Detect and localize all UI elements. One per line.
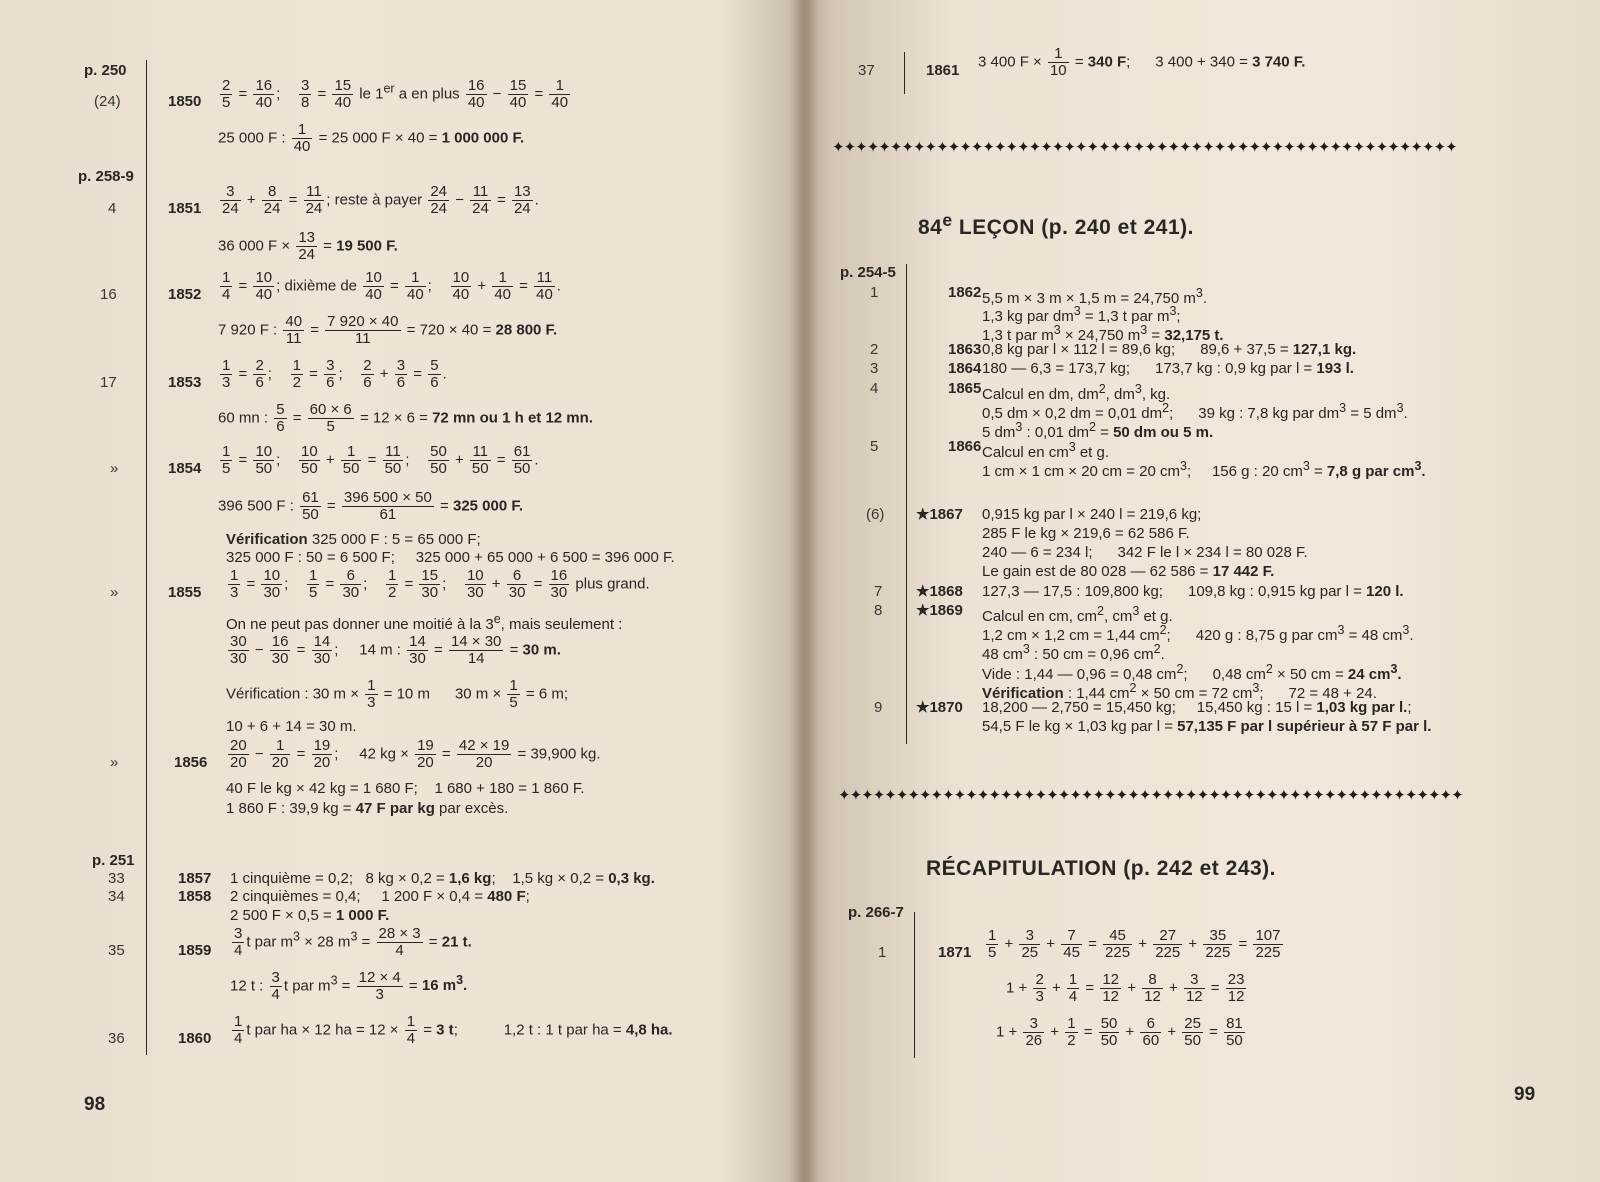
- solution-line: $\frac{3}{24}$ + $\frac{8}{24}$ = $\frac{11}{24}$ ; reste à payer $\frac{24}{24}$ − $\frac{11}{24}$ = $\frac{13}{24}$ .: [222, 183, 539, 217]
- solution-line: 25 000 F : $\frac{1}{40}$ = 25 000 F × 40 = 1 000 000 F.: [218, 121, 525, 155]
- fraction: $\frac{50}{50}$: [430, 443, 447, 477]
- solution-line: 2 500 F × 0,5 = 1 000 F.: [230, 907, 390, 924]
- fraction: $\frac{1}{4}$: [406, 1013, 416, 1047]
- fraction: $\frac{1}{20}$: [271, 737, 289, 771]
- margin-note: 5: [870, 438, 879, 455]
- fraction: $\frac{1}{4}$: [222, 269, 231, 303]
- star-divider-top: ✦✦✦✦✦✦✦✦✦✦✦✦✦✦✦✦✦✦✦✦✦✦✦✦✦✦✦✦✦✦✦✦✦✦✦✦✦✦✦✦✦✦✦✦✦✦✦✦✦✦✦✦✦✦: [832, 139, 1457, 156]
- section-title-84e-lecon: 84e LEÇON (p. 240 et 241).: [918, 210, 1194, 239]
- fraction: $\frac{1}{40}$: [406, 269, 424, 303]
- rule-1861: [904, 52, 905, 94]
- page-reference: p. 254-5: [840, 264, 896, 281]
- fraction: $\frac{13}{24}$: [298, 229, 315, 263]
- page-reference: p. 258-9: [78, 168, 134, 185]
- fraction: $\frac{10}{30}$: [263, 567, 281, 601]
- fraction: $\frac{6}{30}$: [508, 567, 526, 601]
- exercise-number: 1858: [178, 888, 212, 905]
- solution-line: $\frac{1}{4}$ = $\frac{10}{40}$ ; dixième de $\frac{10}{40}$ = $\frac{1}{40}$ ; $\frac{10}{40}$ + $\frac{1}{40}$ = $\frac{11}{40}$ .: [222, 269, 561, 303]
- fraction: $\frac{1}{5}$: [308, 567, 318, 601]
- solution-line: 1 + $\frac{3}{26}$ + $\frac{1}{2}$ = $\frac{50}{50}$ + $\frac{6}{60}$ + $\frac{25}{50}$ = $\frac{81}{50}$: [996, 1015, 1243, 1049]
- fraction: $\frac{19}{20}$: [313, 737, 331, 771]
- solution-line: 1,3 t par $m^3 \times 24,750$ $m^3 = 32,175$ t.: [982, 323, 1224, 344]
- fraction: $\frac{10}{50}$: [255, 443, 273, 477]
- fraction: $\frac{1}{5}$: [222, 443, 231, 477]
- solution-line: $\frac{1}{3}$ = $\frac{10}{30}$ ; $\frac{1}{5}$ = $\frac{6}{30}$ ; $\frac{1}{2}$ = $\frac{15}{30}$ ; $\frac{10}{30}$ + $\frac{6}{30}$ = $\frac{16}{30}$ plus grand.: [230, 567, 650, 601]
- fraction: $\frac{11}{50}$: [471, 443, 489, 477]
- fraction: $\frac{25}{50}$: [1184, 1015, 1201, 1049]
- fraction: $\frac{1}{4}$: [234, 1013, 243, 1047]
- solution-line: Vérification 325 000 F : 5 = 65 000 F;: [226, 531, 481, 548]
- fraction: $\frac{1}{4}$: [1068, 971, 1078, 1005]
- margin-note: 35: [108, 942, 125, 959]
- fraction: $\frac{11}{24}$: [305, 183, 323, 217]
- fraction: $\frac{16}{30}$: [550, 567, 568, 601]
- margin-note: 2: [870, 341, 879, 358]
- solution-line: Calcul en $cm^3$ et g.: [982, 440, 1110, 461]
- solution-line: 0,8 kg par l × 112 l = 89,6 kg; 89,6 + 37,5 = 127,1 kg.: [982, 341, 1357, 358]
- margin-note: 33: [108, 870, 125, 887]
- exercise-number: 1866: [948, 438, 982, 455]
- fraction: $\frac{20}{20}$: [230, 737, 247, 771]
- margin-note: 8: [874, 602, 883, 619]
- margin-note: 7: [874, 583, 883, 600]
- fraction: $\frac{5}{6}$: [430, 357, 439, 391]
- fraction: $\frac{10}{50}$: [300, 443, 318, 477]
- exercise-number: 1855: [168, 584, 202, 601]
- fraction: $\frac{6}{60}$: [1142, 1015, 1160, 1049]
- fraction: $\frac{11}{24}$: [472, 183, 489, 217]
- solution-line: $\frac{30}{30}$ − $\frac{16}{30}$ = $\frac{14}{30}$ ; 14 m : $\frac{14}{30}$ = $\frac{14 \times 30}{14}$ = 30 m.: [230, 633, 561, 667]
- margin-note: 17: [100, 374, 117, 391]
- solution-line: 60 mn : $\frac{5}{6}$ = $\frac{60 \times 6}{5}$ = 12 × 6 = 72 mn ou 1 h et 12 mn.: [218, 401, 593, 435]
- margin-note: »: [110, 754, 119, 771]
- solution-line: 240 — 6 = 234 l; 342 F le l × 234 l = 80 028 F.: [982, 544, 1308, 561]
- solution-line: 1,3 kg par $dm^3 = 1,3$ t par $m^3$;: [982, 304, 1181, 325]
- page-reference: p. 251: [92, 852, 135, 869]
- solution-line: 40 F le kg × 42 kg = 1 680 F; 1 680 + 180 = 1 860 F.: [226, 780, 585, 797]
- fraction: $\frac{81}{50}$: [1226, 1015, 1243, 1049]
- fraction: $\frac{3}{24}$: [222, 183, 239, 217]
- fraction: $\frac{16}{40}$: [255, 77, 273, 111]
- solution-line: $\frac{1}{5}$ + $\frac{3}{25}$ + $\frac{7}{45}$ = $\frac{45}{225}$ + $\frac{27}{225}$ + $\frac{35}{225}$ = $\frac{107}{225}$: [988, 927, 1281, 961]
- exercise-number: 1871: [938, 944, 972, 961]
- fraction: $\frac{42 \times 19}{20}$: [458, 737, 510, 771]
- margin-note: 37: [858, 62, 875, 79]
- page-reference: p. 266-7: [848, 904, 904, 921]
- fraction: $\frac{24}{24}$: [430, 183, 448, 217]
- fraction: $\frac{23}{12}$: [1227, 971, 1245, 1005]
- fraction: $\frac{35}{225}$: [1205, 927, 1231, 961]
- fraction: $\frac{40}{11}$: [285, 313, 303, 347]
- margin-note: 34: [108, 888, 125, 905]
- exercise-number: 1865: [948, 380, 982, 397]
- margin-note: 4: [870, 380, 879, 397]
- margin-note: 1: [870, 284, 879, 301]
- fraction: $\frac{45}{225}$: [1105, 927, 1131, 961]
- exercise-number: 1853: [168, 374, 202, 391]
- fraction: $\frac{1}{3}$: [367, 677, 376, 711]
- fraction: $\frac{1}{2}$: [1067, 1015, 1076, 1049]
- solution-line: Calcul en cm, $cm^2$, $cm^3$ et g.: [982, 604, 1173, 625]
- fraction: $\frac{10}{30}$: [466, 567, 484, 601]
- solution-line: $\frac{20}{20}$ − $\frac{1}{20}$ = $\frac{19}{20}$ ; 42 kg × $\frac{19}{20}$ = $\frac{42 \times 19}{20}$ = 39,900 kg.: [230, 737, 601, 771]
- fraction: $\frac{3}{4}$: [234, 925, 243, 959]
- solution-line: 1 cinquième = 0,2; 8 kg × 0,2 = 1,6 kg; 1,5 kg × 0,2 = 0,3 kg.: [230, 870, 655, 887]
- solution-line: Le gain est de 80 028 — 62 586 = 17 442 F.: [982, 563, 1275, 580]
- fraction: $\frac{11}{50}$: [384, 443, 402, 477]
- fraction: $\frac{1}{3}$: [230, 567, 239, 601]
- right-page: [808, 0, 1600, 1182]
- solution-line: $\frac{1}{4}$ t par ha × 12 ha = 12 × $\frac{1}{4}$ = 3 t; 1,2 t : 1 t par ha = 4,8 ha.: [234, 1013, 673, 1047]
- fraction: $\frac{8}{12}$: [1144, 971, 1161, 1005]
- exercise-number: 1862: [948, 284, 982, 301]
- exercise-number: 1851: [168, 200, 202, 217]
- fraction: $\frac{13}{24}$: [513, 183, 531, 217]
- margin-note: (24): [94, 93, 121, 110]
- fraction: $\frac{1}{3}$: [222, 357, 231, 391]
- solution-line: 54,5 F le kg × 1,03 kg par l = 57,135 F par l supérieur à 57 F par l.: [982, 718, 1432, 735]
- exercise-number: ★1868: [916, 583, 963, 600]
- fraction: $\frac{7}{45}$: [1063, 927, 1080, 961]
- fraction: $\frac{12 \times 4}{3}$: [358, 969, 401, 1003]
- solution-line: 1 cm × 1 cm × 20 cm = 20 $cm^3$; 156 g : 20 $cm^3 = 7,8$ g par $cm^3$.: [982, 459, 1426, 480]
- fraction: $\frac{2}{6}$: [255, 357, 264, 391]
- fraction: $\frac{10}{40}$: [452, 269, 470, 303]
- solution-line: 12 t : $\frac{3}{4}$ t par $m^3$ = $\frac{12 \times 4}{3}$ = 16 $m^3$.: [230, 969, 468, 1003]
- solution-line: 1 860 F : 39,9 kg = 47 F par kg par excès.: [226, 800, 509, 817]
- fraction: $\frac{1}{40}$: [494, 269, 511, 303]
- exercise-number: 1852: [168, 286, 202, 303]
- fraction: $\frac{50}{50}$: [1100, 1015, 1118, 1049]
- margin-note: 3: [870, 360, 879, 377]
- solution-line: 0,5 dm × 0,2 dm = 0,01 $dm^2$; 39 kg : 7,8 kg par $dm^3 = 5$ $dm^3$.: [982, 401, 1408, 422]
- fraction: $\frac{27}{225}$: [1155, 927, 1181, 961]
- fraction: $\frac{10}{40}$: [255, 269, 273, 303]
- fraction: $\frac{15}{40}$: [334, 77, 352, 111]
- fraction: $\frac{1}{2}$: [387, 567, 397, 601]
- fraction: $\frac{3}{4}$: [271, 969, 280, 1003]
- fraction: $\frac{107}{225}$: [1255, 927, 1281, 961]
- fraction: $\frac{8}{24}$: [263, 183, 281, 217]
- fraction: $\frac{11}{40}$: [536, 269, 553, 303]
- fraction: $\frac{15}{40}$: [509, 77, 527, 111]
- solution-line: Vide : 1,44 — 0,96 = 0,48 $cm^2$; 0,48 $cm^2 \times 50$ cm = 24 $cm^3$.: [982, 662, 1402, 683]
- fraction: $\frac{3}{26}$: [1025, 1015, 1043, 1049]
- fraction: $\frac{2}{5}$: [222, 77, 231, 111]
- exercise-number: 1860: [178, 1030, 212, 1047]
- fraction: $\frac{2}{3}$: [1035, 971, 1044, 1005]
- fraction: $\frac{2}{6}$: [363, 357, 372, 391]
- solution-line: $\frac{1}{5}$ = $\frac{10}{50}$ ; $\frac{10}{50}$ + $\frac{1}{50}$ = $\frac{11}{50}$ ; $\frac{50}{50}$ + $\frac{11}{50}$ = $\frac{61}{50}$ .: [222, 443, 539, 477]
- solution-line: $\frac{1}{3}$ = $\frac{2}{6}$ ; $\frac{1}{2}$ = $\frac{3}{6}$ ; $\frac{2}{6}$ + $\frac{3}{6}$ = $\frac{5}{6}$ .: [222, 357, 447, 391]
- solution-line: 127,3 — 17,5 : 109,800 kg; 109,8 kg : 0,915 kg par l = 120 l.: [982, 583, 1404, 600]
- solution-line: Calcul en dm, $dm^2$, $dm^3$, kg.: [982, 382, 1171, 403]
- fraction: $\frac{61}{50}$: [302, 489, 319, 523]
- right-margin-rule-1: [906, 264, 907, 744]
- fraction: $\frac{396 500 \times 50}{61}$: [343, 489, 432, 523]
- exercise-number: ★1870: [916, 699, 963, 716]
- exercise-number: ★1867: [916, 506, 963, 523]
- right-page-number: 99: [1514, 1084, 1536, 1105]
- solution-line: 36 000 F × $\frac{13}{24}$ = 19 500 F.: [218, 229, 398, 263]
- left-margin-rule: [146, 60, 147, 1055]
- fraction: $\frac{5}{6}$: [276, 401, 285, 435]
- solution-line: 5 $dm^3$ : 0,01 $dm^2 = 50$ dm ou 5 m.: [982, 420, 1214, 441]
- fraction: $\frac{3}{6}$: [396, 357, 406, 391]
- margin-note: 16: [100, 286, 117, 303]
- fraction: $\frac{16}{40}$: [467, 77, 485, 111]
- exercise-number: 1850: [168, 93, 202, 110]
- solution-line: 3 400 F × $\frac{1}{10}$ = 340 F; 3 400 + 340 = 3 740 F.: [978, 45, 1306, 79]
- margin-note: »: [110, 584, 119, 601]
- solution-line: On ne peut pas donner une moitié à la 3e, mais seulement :: [226, 612, 623, 633]
- exercise-number: 1861: [926, 62, 960, 79]
- fraction: $\frac{15}{30}$: [421, 567, 439, 601]
- margin-note: 9: [874, 699, 883, 716]
- solution-line: $\frac{2}{5}$ = $\frac{16}{40}$ ; $\frac{3}{8}$ = $\frac{15}{40}$ le 1er a en plus $\frac{16}{40}$ − $\frac{15}{40}$ = $\frac{1}{40}$: [222, 77, 569, 111]
- fraction: $\frac{28 \times 3}{4}$: [378, 925, 421, 959]
- left-page-number: 98: [84, 1094, 106, 1115]
- fraction: $\frac{30}{30}$: [230, 633, 247, 667]
- fraction: $\frac{1}{40}$: [293, 121, 311, 155]
- fraction: $\frac{14}{30}$: [313, 633, 331, 667]
- solution-line: 10 + 6 + 14 = 30 m.: [226, 718, 357, 735]
- page-reference: p. 250: [84, 62, 127, 79]
- exercise-number: 1854: [168, 460, 202, 477]
- exercise-number: ★1869: [916, 602, 963, 619]
- exercise-number: 1864: [948, 360, 982, 377]
- solution-line: 180 — 6,3 = 173,7 kg; 173,7 kg : 0,9 kg par l = 193 l.: [982, 360, 1354, 377]
- solution-line: 5,5 m × 3 m × 1,5 m = 24,750 $m^3$.: [982, 286, 1207, 307]
- solution-line: 1,2 cm × 1,2 cm = 1,44 $cm^2$; 420 g : 8,75 g par $cm^3 = 48$ $cm^3$.: [982, 623, 1414, 644]
- solution-line: 396 500 F : $\frac{61}{50}$ = $\frac{396 500 \times 50}{61}$ = 325 000 F.: [218, 489, 524, 523]
- solution-line: Vérification : 30 m × $\frac{1}{3}$ = 10 m 30 m × $\frac{1}{5}$ = 6 m;: [226, 677, 569, 711]
- solution-line: 48 $cm^3$ : 50 cm = 0,96 $cm^2$.: [982, 642, 1165, 663]
- fraction: $\frac{12}{12}$: [1102, 971, 1120, 1005]
- fraction: $\frac{7 920 \times 40}{11}$: [327, 313, 399, 347]
- star-divider-bottom: ✦✦✦✦✦✦✦✦✦✦✦✦✦✦✦✦✦✦✦✦✦✦✦✦✦✦✦✦✦✦✦✦✦✦✦✦✦✦✦✦✦✦✦✦✦✦✦✦✦✦✦✦✦✦: [838, 787, 1463, 804]
- fraction: $\frac{3}{6}$: [326, 357, 335, 391]
- margin-note: 1: [878, 944, 887, 961]
- fraction: $\frac{1}{10}$: [1049, 45, 1067, 79]
- right-margin-rule-2: [914, 912, 915, 1058]
- fraction: $\frac{1}{5}$: [509, 677, 518, 711]
- solution-line: 0,915 kg par l × 240 l = 219,6 kg;: [982, 506, 1202, 523]
- solution-line: 18,200 — 2,750 = 15,450 kg; 15,450 kg : 15 l = 1,03 kg par l.;: [982, 699, 1412, 716]
- solution-line: 285 F le kg × 219,6 = 62 586 F.: [982, 525, 1190, 542]
- fraction: $\frac{3}{12}$: [1185, 971, 1203, 1005]
- exercise-number: 1863: [948, 341, 982, 358]
- fraction: $\frac{14 \times 30}{14}$: [450, 633, 502, 667]
- fraction: $\frac{3}{25}$: [1021, 927, 1039, 961]
- fraction: $\frac{6}{30}$: [342, 567, 360, 601]
- margin-note: 4: [108, 200, 117, 217]
- section-title-recapitulation: RÉCAPITULATION (p. 242 et 243).: [926, 857, 1277, 880]
- fraction: $\frac{1}{40}$: [551, 77, 569, 111]
- exercise-number: 1856: [174, 754, 208, 771]
- fraction: $\frac{61}{50}$: [513, 443, 531, 477]
- fraction: $\frac{19}{20}$: [417, 737, 434, 771]
- fraction: $\frac{1}{2}$: [292, 357, 301, 391]
- exercise-number: 1859: [178, 942, 212, 959]
- solution-line: $\frac{3}{4}$ t par $m^3 \times 28$ $m^3$ = $\frac{28 \times 3}{4}$ = 21 t.: [234, 925, 472, 959]
- solution-line: 1 + $\frac{2}{3}$ + $\frac{1}{4}$ = $\frac{12}{12}$ + $\frac{8}{12}$ + $\frac{3}{12}$ = $\frac{23}{12}$: [1006, 971, 1245, 1005]
- solution-line: 7 920 F : $\frac{40}{11}$ = $\frac{7 920 \times 40}{11}$ = 720 × 40 = 28 800 F.: [218, 313, 558, 347]
- margin-note: 36: [108, 1030, 125, 1047]
- fraction: $\frac{10}{40}$: [365, 269, 382, 303]
- fraction: $\frac{16}{30}$: [271, 633, 289, 667]
- fraction: $\frac{60 \times 6}{5}$: [309, 401, 352, 435]
- fraction: $\frac{14}{30}$: [409, 633, 426, 667]
- margin-note: »: [110, 460, 119, 477]
- fraction: $\frac{1}{50}$: [342, 443, 360, 477]
- solution-line: 325 000 F : 50 = 6 500 F; 325 000 + 65 000 + 6 500 = 396 000 F.: [226, 549, 675, 566]
- fraction: $\frac{1}{5}$: [988, 927, 997, 961]
- margin-note: (6): [866, 506, 885, 523]
- solution-line: Vérification : 1,44 $cm^2 \times 50$ cm = 72 $cm^3$; 72 = 48 + 24.: [982, 681, 1377, 702]
- exercise-number: 1857: [178, 870, 212, 887]
- solution-line: 2 cinquièmes = 0,4; 1 200 F × 0,4 = 480 F;: [230, 888, 530, 905]
- fraction: $\frac{3}{8}$: [300, 77, 310, 111]
